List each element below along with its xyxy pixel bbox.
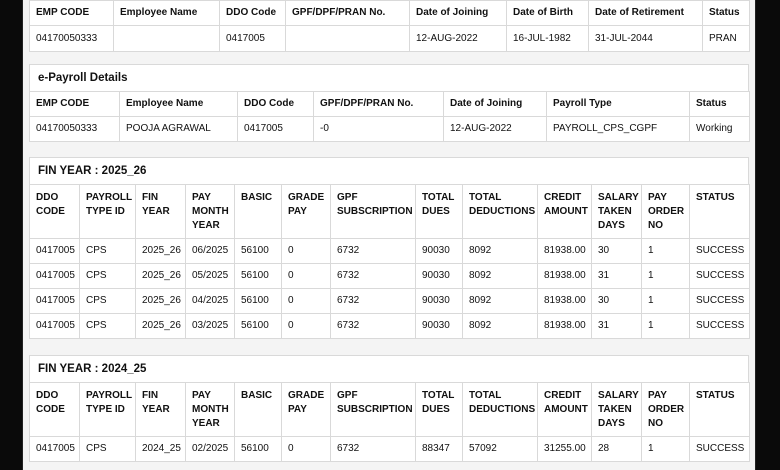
section-title: FIN YEAR : 2024_25	[29, 355, 749, 382]
cell-gpf-no	[286, 26, 410, 52]
cell-ddo-code: 0417005	[238, 117, 314, 142]
cell-status: PRAN	[703, 26, 750, 52]
col-status: STATUS	[690, 383, 750, 437]
cell-total-dues: 90030	[416, 239, 463, 264]
cell-payroll-type-id: CPS	[80, 264, 136, 289]
cell-credit-amount: 81938.00	[538, 239, 592, 264]
cell-pay-month-year: 05/2025	[186, 264, 235, 289]
cell-pay-month-year: 06/2025	[186, 239, 235, 264]
col-credit-amount: CREDIT AMOUNT	[538, 185, 592, 239]
cell-gpf-subscription: 6732	[331, 437, 416, 462]
employee-details-section	[29, 0, 749, 52]
cell-fin-year: 2025_26	[136, 264, 186, 289]
cell-status: SUCCESS	[690, 314, 750, 339]
table-row	[30, 289, 750, 314]
cell-status: SUCCESS	[690, 239, 750, 264]
col-salary-taken-days: SALARY TAKEN DAYS	[592, 185, 642, 239]
cell-date-of-joining: 12-AUG-2022	[444, 117, 547, 142]
cell-basic: 56100	[235, 314, 282, 339]
col-pay-order-no: PAY ORDER NO	[642, 383, 690, 437]
epayroll-section	[29, 64, 749, 142]
section-title: FIN YEAR : 2025_26	[29, 157, 749, 184]
col-date-of-birth: Date of Birth	[507, 1, 589, 26]
table-row	[30, 264, 750, 289]
cell-date-of-birth: 16-JUL-1982	[507, 26, 589, 52]
cell-basic: 56100	[235, 289, 282, 314]
cell-payroll-type-id: CPS	[80, 289, 136, 314]
epayroll-header-row	[30, 92, 750, 117]
col-ddo-code: DDO Code	[220, 1, 286, 26]
section-title: e-Payroll Details	[29, 64, 749, 91]
col-salary-taken-days: SALARY TAKEN DAYS	[592, 383, 642, 437]
cell-pay-order-no: 1	[642, 314, 690, 339]
cell-total-dues: 90030	[416, 289, 463, 314]
cell-gpf-no: -0	[314, 117, 444, 142]
cell-pay-month-year: 04/2025	[186, 289, 235, 314]
fin-year-2024-table	[29, 382, 750, 462]
cell-total-deductions: 8092	[463, 314, 538, 339]
cell-basic: 56100	[235, 437, 282, 462]
cell-fin-year: 2024_25	[136, 437, 186, 462]
cell-gpf-subscription: 6732	[331, 264, 416, 289]
cell-status: SUCCESS	[690, 264, 750, 289]
cell-status: SUCCESS	[690, 437, 750, 462]
col-employee-name: Employee Name	[120, 92, 238, 117]
cell-ddo-code: 0417005	[220, 26, 286, 52]
col-date-of-retirement: Date of Retirement	[589, 1, 703, 26]
col-pay-month-year: PAY MONTH YEAR	[186, 383, 235, 437]
cell-pay-month-year: 03/2025	[186, 314, 235, 339]
cell-total-deductions: 8092	[463, 239, 538, 264]
cell-status: SUCCESS	[690, 289, 750, 314]
cell-emp-code: 04170050333	[30, 26, 114, 52]
cell-payroll-type-id: CPS	[80, 314, 136, 339]
cell-emp-code: 04170050333	[30, 117, 120, 142]
col-total-deductions: TOTAL DEDUCTIONS	[463, 185, 538, 239]
cell-total-deductions: 8092	[463, 289, 538, 314]
col-ddo-code: DDO Code	[238, 92, 314, 117]
col-employee-name: Employee Name	[114, 1, 220, 26]
cell-ddo-code: 0417005	[30, 264, 80, 289]
col-total-dues: TOTAL DUES	[416, 185, 463, 239]
cell-salary-taken-days: 28	[592, 437, 642, 462]
cell-basic: 56100	[235, 264, 282, 289]
cell-pay-month-year: 02/2025	[186, 437, 235, 462]
fin-year-2025-table	[29, 184, 750, 339]
cell-total-dues: 88347	[416, 437, 463, 462]
cell-fin-year: 2025_26	[136, 239, 186, 264]
col-status: STATUS	[690, 185, 750, 239]
col-gpf-subscription: GPF SUBSCRIPTION	[331, 185, 416, 239]
cell-credit-amount: 81938.00	[538, 314, 592, 339]
cell-grade-pay: 0	[282, 239, 331, 264]
cell-grade-pay: 0	[282, 437, 331, 462]
col-grade-pay: GRADE PAY	[282, 185, 331, 239]
employee-details-table	[29, 0, 750, 52]
epayroll-table	[29, 91, 750, 142]
col-total-deductions: TOTAL DEDUCTIONS	[463, 383, 538, 437]
cell-salary-taken-days: 30	[592, 289, 642, 314]
cell-salary-taken-days: 31	[592, 314, 642, 339]
table-row	[30, 239, 750, 264]
col-emp-code: EMP CODE	[30, 1, 114, 26]
cell-employee-name: POOJA AGRAWAL	[120, 117, 238, 142]
fin-header-row	[30, 383, 750, 437]
col-fin-year: FIN YEAR	[136, 185, 186, 239]
cell-gpf-subscription: 6732	[331, 314, 416, 339]
cell-pay-order-no: 1	[642, 239, 690, 264]
cell-ddo-code: 0417005	[30, 239, 80, 264]
cell-grade-pay: 0	[282, 289, 331, 314]
cell-credit-amount: 81938.00	[538, 264, 592, 289]
cell-total-dues: 90030	[416, 264, 463, 289]
cell-gpf-subscription: 6732	[331, 239, 416, 264]
cell-pay-order-no: 1	[642, 437, 690, 462]
col-payroll-type: Payroll Type	[547, 92, 690, 117]
cell-total-deductions: 57092	[463, 437, 538, 462]
cell-ddo-code: 0417005	[30, 437, 80, 462]
col-payroll-type-id: PAYROLL TYPE ID	[80, 185, 136, 239]
cell-total-dues: 90030	[416, 314, 463, 339]
cell-ddo-code: 0417005	[30, 314, 80, 339]
cell-status: Working	[690, 117, 750, 142]
col-basic: BASIC	[235, 383, 282, 437]
col-date-of-joining: Date of Joining	[410, 1, 507, 26]
cell-ddo-code: 0417005	[30, 289, 80, 314]
cell-basic: 56100	[235, 239, 282, 264]
cell-salary-taken-days: 31	[592, 264, 642, 289]
col-ddo-code: DDO CODE	[30, 185, 80, 239]
cell-credit-amount: 31255.00	[538, 437, 592, 462]
cell-credit-amount: 81938.00	[538, 289, 592, 314]
cell-pay-order-no: 1	[642, 289, 690, 314]
table-row	[30, 26, 750, 52]
col-status: Status	[703, 1, 750, 26]
cell-salary-taken-days: 30	[592, 239, 642, 264]
col-payroll-type-id: PAYROLL TYPE ID	[80, 383, 136, 437]
employee-details-header-row	[30, 1, 750, 26]
cell-total-deductions: 8092	[463, 264, 538, 289]
cell-grade-pay: 0	[282, 314, 331, 339]
fin-year-2024-section	[29, 355, 749, 462]
cell-fin-year: 2025_26	[136, 289, 186, 314]
col-total-dues: TOTAL DUES	[416, 383, 463, 437]
cell-date-of-joining: 12-AUG-2022	[410, 26, 507, 52]
cell-gpf-subscription: 6732	[331, 289, 416, 314]
col-credit-amount: CREDIT AMOUNT	[538, 383, 592, 437]
fin-header-row	[30, 185, 750, 239]
table-row	[30, 117, 750, 142]
cell-payroll-type-id: CPS	[80, 437, 136, 462]
col-gpf-no: GPF/DPF/PRAN No.	[286, 1, 410, 26]
cell-grade-pay: 0	[282, 264, 331, 289]
cell-payroll-type-id: CPS	[80, 239, 136, 264]
cell-date-of-retirement: 31-JUL-2044	[589, 26, 703, 52]
fin-year-2025-section	[29, 157, 749, 339]
col-fin-year: FIN YEAR	[136, 383, 186, 437]
col-gpf-no: GPF/DPF/PRAN No.	[314, 92, 444, 117]
col-pay-month-year: PAY MONTH YEAR	[186, 185, 235, 239]
col-status: Status	[690, 92, 750, 117]
col-date-of-joining: Date of Joining	[444, 92, 547, 117]
table-row	[30, 314, 750, 339]
cell-pay-order-no: 1	[642, 264, 690, 289]
cell-payroll-type: PAYROLL_CPS_CGPF	[547, 117, 690, 142]
col-gpf-subscription: GPF SUBSCRIPTION	[331, 383, 416, 437]
col-basic: BASIC	[235, 185, 282, 239]
col-ddo-code: DDO CODE	[30, 383, 80, 437]
col-grade-pay: GRADE PAY	[282, 383, 331, 437]
cell-employee-name	[114, 26, 220, 52]
table-row	[30, 437, 750, 462]
cell-fin-year: 2025_26	[136, 314, 186, 339]
col-pay-order-no: PAY ORDER NO	[642, 185, 690, 239]
payroll-page	[23, 0, 755, 470]
col-emp-code: EMP CODE	[30, 92, 120, 117]
